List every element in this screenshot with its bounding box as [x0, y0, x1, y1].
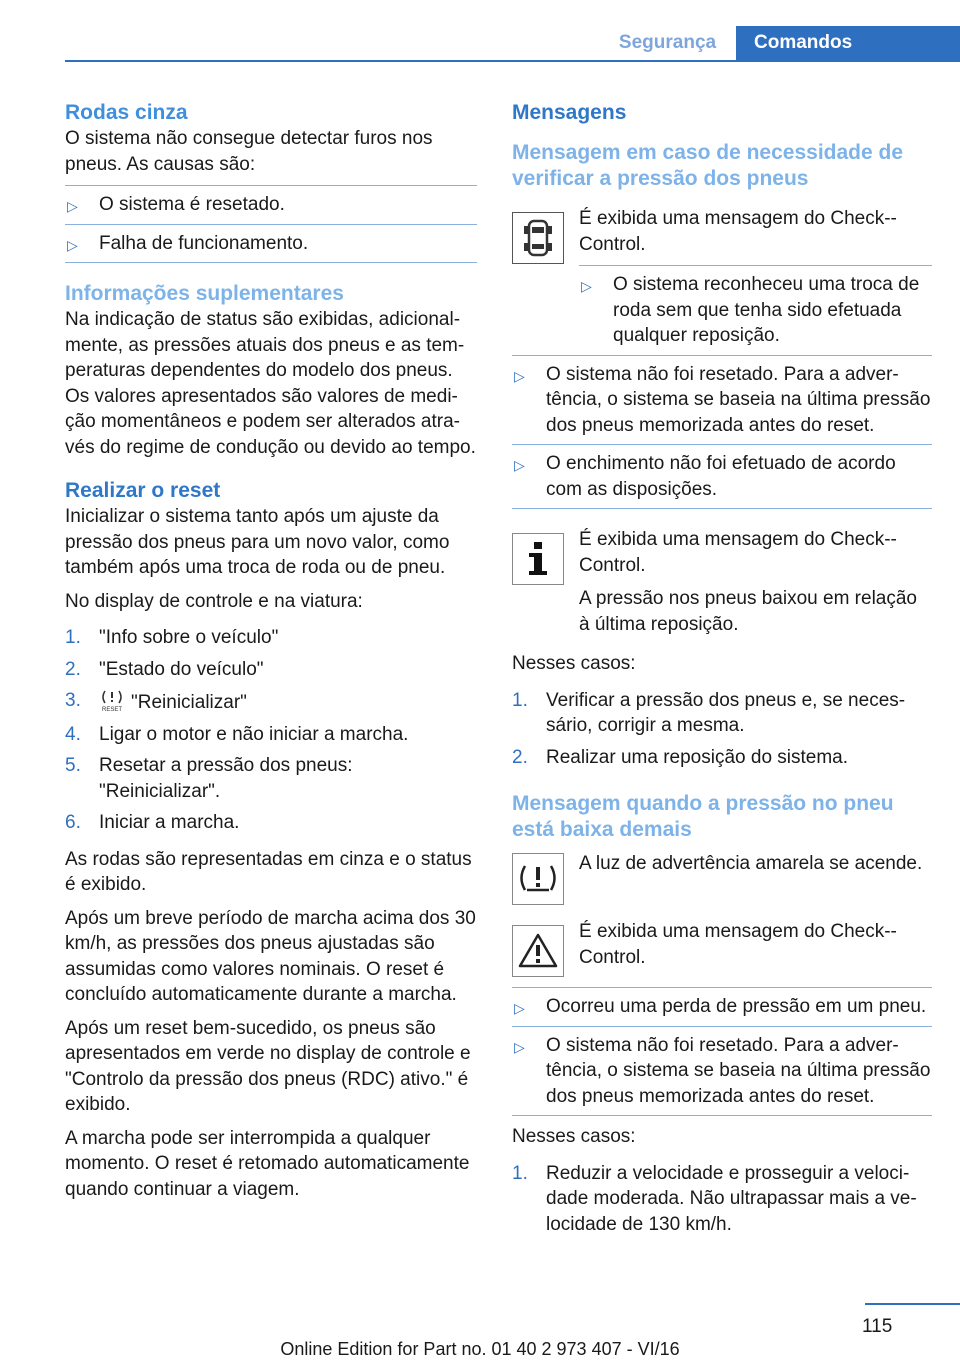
tire-pressure-warning-icon [512, 853, 564, 905]
list-item: ▷ O sistema reconheceu uma troca de roda sem que tenha sido efetuada qualquer reposição. [579, 265, 932, 356]
list-item: 4. Ligar o motor e não iniciar a marcha. [65, 723, 409, 745]
tab-seguranca: Segurança [618, 32, 717, 53]
paragraph-warning-message: É exibida uma mensagem do Check-Control. [579, 921, 897, 968]
list-item: 1. Reduzir a velocidade e prosseguir a velocidade moderada. Não ultrapassar mais a velocidade de 130 km/h. [512, 1162, 917, 1235]
info-message-block [512, 527, 932, 637]
paragraph-info-message: É exibida uma mensagem do Check-Control. [579, 529, 897, 576]
bullet-list-rodas [65, 185, 477, 263]
list-item: ▷ O enchimento não foi efetuado de acordo com as disposições. [512, 445, 932, 509]
list-item: 3. RESET "Reinicializar" [65, 690, 247, 713]
heading-pressao-baixa: Mensagem quando a pressão no pneu está baixa demais [512, 792, 894, 841]
heading-informacoes: Informações suplementares [65, 282, 344, 305]
triangle-bullet-icon: ▷ [581, 278, 592, 294]
list-item: 6. Iniciar a marcha. [65, 812, 240, 833]
warning-message-block [512, 919, 932, 973]
paragraph-nesses-casos-1: Nesses casos: [512, 653, 636, 674]
paragraph-info-message-2: A pressão nos pneus baixou em relação à última reposição. [579, 588, 917, 635]
heading-mensagens: Mensagens [512, 101, 627, 124]
warning-light-block [512, 851, 932, 905]
paragraph-rodas: O sistema não consegue detectar furos nos pneus. As causas são: [65, 128, 433, 175]
svg-text:RESET: RESET [101, 707, 123, 712]
left-column [65, 100, 477, 1202]
heading-realizar-reset: Realizar o reset [65, 479, 221, 502]
list-item: ▷ O sistema é resetado. [65, 185, 477, 225]
steps-check [512, 685, 932, 774]
list-item: ▷ O sistema não foi resetado. Para a advertência, o sistema se baseia na última pressão dos pneus memorizada antes do reset. [512, 1027, 932, 1117]
paragraph-after-4: A marcha pode ser interrompida a qualquer momento. O reset é retomado automaticamente quando continuar a viagem. [65, 1127, 470, 1200]
triangle-bullet-icon: ▷ [67, 198, 78, 214]
list-item: 1. Verificar a pressão dos pneus e, se necessário, corrigir a mesma. [512, 689, 906, 736]
paragraph-after-3: Após um reset bem-sucedido, os pneus são apresentados em verde no display de controle e "Controlo da pressão dos pneus (RDC) ativo." é exibido. [65, 1017, 471, 1115]
warning-triangle-icon [512, 925, 564, 977]
list-item: ▷ Falha de funcionamento. [65, 225, 477, 264]
list-item: 5. Resetar a pressão dos pneus: "Reinicializar". [65, 755, 353, 802]
list-item: 2. Realizar uma reposição do sistema. [512, 746, 849, 768]
list-item: ▷ Ocorreu uma perda de pressão em um pneu. [512, 987, 932, 1027]
paragraph-nesses-casos-2: Nesses casos: [512, 1126, 636, 1147]
bullet-list-check [512, 355, 932, 510]
info-icon [512, 533, 564, 585]
triangle-bullet-icon: ▷ [514, 1000, 525, 1016]
list-item: 2. "Estado do veículo" [65, 658, 264, 680]
triangle-bullet-icon: ▷ [514, 1038, 525, 1055]
paragraph-informacoes: Na indicação de status são exibidas, adicionalmente, as pressões atuais dos pneus e as temperaturas dependentes do modelo dos pneus. Os valores apresentados são valores de medição momentâneos e podem ser alterados através do regime de condução ou devido ao tempo. [65, 309, 476, 458]
footer-rule [865, 1303, 960, 1305]
paragraph-reset-1: Inicializar o sistema tanto após um ajuste da pressão dos pneus para um novo valor, como também após uma troca de roda ou de pneu. [65, 506, 450, 578]
paragraph-warning-light: A luz de advertência amarela se acende. [579, 853, 923, 874]
paragraph-reset-2: No display de controle e na viatura: [65, 590, 363, 612]
check-control-block [512, 206, 932, 356]
car-tire-check-icon [512, 212, 564, 264]
bullet-list-low [512, 987, 932, 1116]
paragraph-after-2: Após um breve período de marcha acima dos 30 km/h, as pressões dos pneus ajustadas são assumidas como valores nominais. O reset é concluído automaticamente durante a marcha. [65, 907, 476, 1005]
page-number: 115 [862, 1316, 893, 1337]
steps-low [512, 1158, 932, 1241]
steps-reset [65, 622, 477, 839]
footer-edition: Online Edition for Part no. 01 40 2 973 407 - VI/16 [280, 1339, 680, 1359]
triangle-bullet-icon: ▷ [514, 367, 525, 384]
triangle-bullet-icon: ▷ [67, 236, 78, 253]
sub-bullet-list [579, 265, 932, 356]
triangle-bullet-icon: ▷ [514, 457, 525, 473]
right-column [512, 100, 932, 1240]
header-rule [65, 60, 960, 62]
paragraph-check-control: É exibida uma mensagem do Check-Control. [579, 208, 897, 255]
heading-verificar-pressao: Mensagem em caso de necessidade de verificar a pressão dos pneus [512, 141, 904, 190]
heading-rodas-cinza: Rodas cinza [65, 101, 188, 124]
reset-tire-icon [99, 688, 125, 712]
paragraph-after-1: As rodas são representadas em cinza e o status é exibido. [65, 848, 472, 895]
list-item: 1. "Info sobre o veículo" [65, 627, 279, 648]
list-item: ▷ O sistema não foi resetado. Para a advertência, o sistema se baseia na última pressão dos pneus memorizada antes do reset. [512, 355, 932, 446]
tab-comandos: Comandos [736, 26, 960, 62]
